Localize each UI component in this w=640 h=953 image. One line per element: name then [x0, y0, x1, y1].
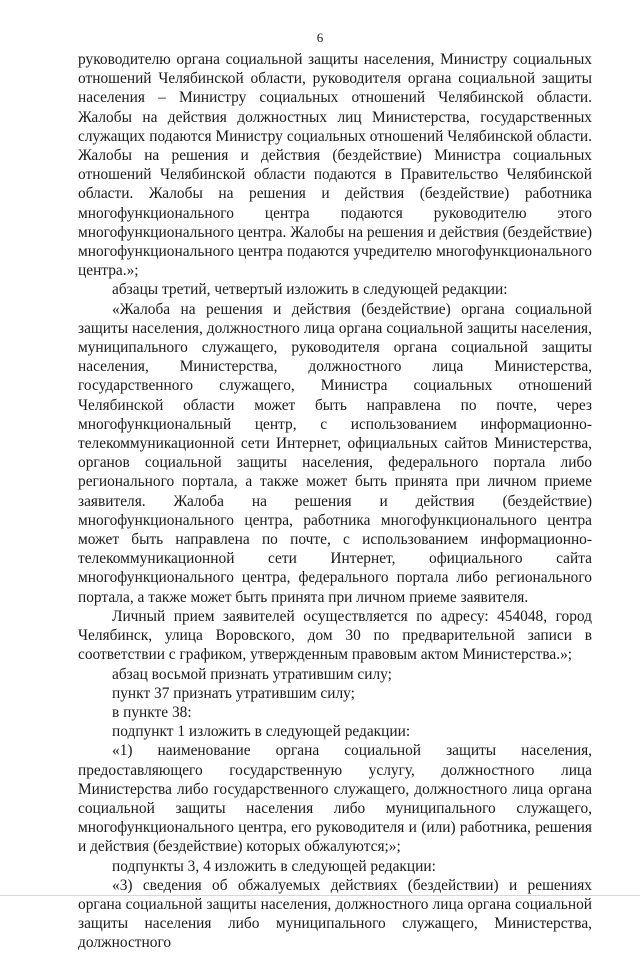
paragraph-instruction-paragraphs-3-4: абзацы третий, четвертый изложить в следующей редакции: — [112, 281, 508, 299]
document-body — [78, 50, 592, 953]
paragraph-instruction-point-38: в пункте 38: — [112, 703, 192, 721]
page-number: 6 — [316, 30, 324, 45]
paragraph-instruction-point-37: пункт 37 признать утратившим силу; — [112, 684, 355, 702]
paragraph-instruction-subpoints-3-4: подпункты 3, 4 изложить в следующей редакции: — [112, 857, 436, 875]
paragraph-subpoint-1-text: «1) наименование органа социальной защиты населения, предоставляющего государственную услугу, должностного лица Министерства либо государственного служащего, должностного лица органа социальной защиты населения либо муниципального служащего, многофункционального центра, его руководителя и (или) работника, решения и действия (бездействие) которых обжалуются;»; — [78, 742, 592, 856]
scan-edge-divider — [0, 895, 640, 896]
paragraph-personal-reception: Личный прием заявителей осуществляется по адресу: 454048, город Челябинск, улица Воровского, дом 30 по предварительной записи в соответствии с графиком, утвержденным правовым актом Министерства.»; — [78, 607, 592, 664]
paragraph-instruction-subpoint-1: подпункт 1 изложить в следующей редакции: — [112, 723, 411, 741]
paragraph-instruction-paragraph-8: абзац восьмой признать утратившим силу; — [112, 665, 392, 683]
paragraph-complaint-submission: «Жалоба на решения и действия (бездействие) органа социальной защиты населения, должностного лица органа социальной защиты населения, муниципального служащего, руководителя органа социальной защиты населения, Министерства, должностного лица Министерства, государственного служащего, Министра социальных отношений Челябинской области может быть направлена по почте, через многофункциональный центр, с использованием информационно-телекоммуникационной сети Интернет, официальных сайтов Министерства, органов социальной защиты населения, федерального портала либо регионального портала, а также может быть принята при личном приеме заявителя. Жалоба на решения и действия (бездействие) многофункционального центра, работника многофункционального центра может быть направлена по почте, с использованием информационно-телекоммуникационной сети Интернет, официального сайта многофункционального центра, федерального портала либо регионального портала, а также может быть принята при личном приеме заявителя. — [78, 300, 592, 606]
paragraph-subpoint-3-text: «3) сведения об обжалуемых действиях (бездействии) и решениях органа социальной защиты населения, должностного лица органа социальной защиты населения либо муниципального служащего, Министерства, должностного — [78, 876, 592, 952]
paragraph-continuation: руководителю органа социальной защиты населения, Министру социальных отношений Челябинской области, руководителя органа социальной защиты населения – Министру социальных отношений Челябинской области. Жалобы на действия должностных лиц Министерства, государственных служащих подаются Министру социальных отношений Челябинской области. Жалобы на решения и действия (бездействие) Министра социальных отношений Челябинской области подаются в Правительство Челябинской области. Жалобы на решения и действия (бездействие) работника многофункционального центра подаются руководителю этого многофункционального центра. Жалобы на решения и действия (бездействие) многофункционального центра подаются учредителю многофункционального центра.»; — [78, 51, 592, 280]
